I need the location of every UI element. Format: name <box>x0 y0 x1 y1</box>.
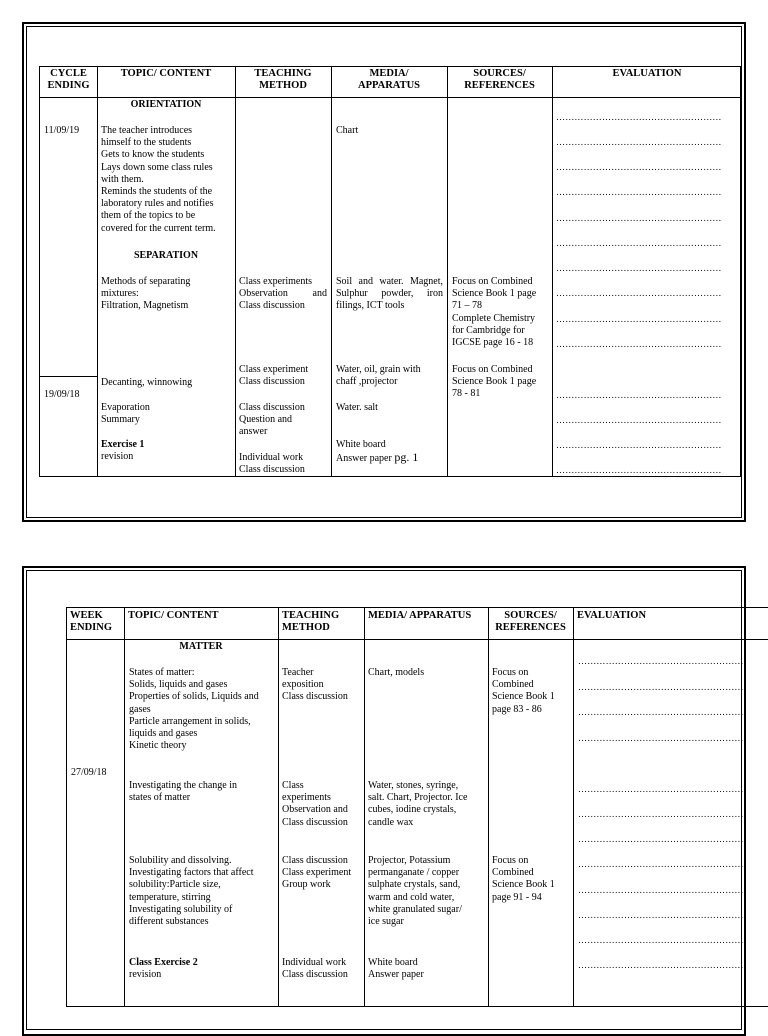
evaluation-line: ……………………………………………… <box>578 885 744 895</box>
evaluation-line: ……………………………………………… <box>556 263 722 273</box>
investigating-method: Class experiments Observation and Class discussion <box>282 780 348 828</box>
separation-sources: Focus on Combined Science Book 1 page 71 – 78 Complete Chemistry for Cambridge for IGCSE page 16 - 18 <box>452 276 537 349</box>
exercise-2-media: White board Answer paper <box>368 957 424 981</box>
decanting-method: Class experiment Class discussion <box>239 364 309 388</box>
evaluation-line: ……………………………………………… <box>578 935 744 945</box>
decanting-topic: Decanting, winnowing <box>101 377 193 388</box>
section-title-separation: SEPARATION <box>133 250 199 261</box>
evaluation-line: ……………………………………………… <box>556 238 722 248</box>
evaluation-line: ……………………………………………… <box>578 809 744 819</box>
header-topic: TOPIC/ CONTENT <box>128 610 219 621</box>
separation-media: Soil and water. Magnet, Sulphur powder, iron filings, ICT tools <box>336 276 443 312</box>
solubility-topic: Solubility and dissolving. Investigating factors that affect solubility:Particle size, temperature, stirring Investigating solubility of different substances <box>129 855 254 928</box>
header-week-ending: WEEK ENDING <box>70 610 113 633</box>
evaluation-line: ……………………………………………… <box>556 112 722 122</box>
states-method: Teacher exposition Class discussion <box>282 667 348 703</box>
page-number: pg. 1 <box>394 450 419 465</box>
week-date: 27/09/18 <box>71 767 107 778</box>
exercise-1-media: White board Answer paper pg. 1 <box>336 439 419 465</box>
investigating-topic: Investigating the change in states of matter <box>129 780 238 804</box>
evaluation-line: ……………………………………………… <box>556 415 722 425</box>
orientation-content: The teacher introduces himself to the students Gets to know the students Lays down some class rules with them. Reminds the students of the laboratory rules and notifies them of the topics to be covered for the current term. <box>101 125 216 234</box>
header-teaching-method: TEACHING METHOD <box>254 68 312 91</box>
evaluation-line: ……………………………………………… <box>556 187 722 197</box>
evaluation-line: ……………………………………………… <box>556 390 722 400</box>
header-cycle-ending: CYCLE ENDING <box>47 68 90 91</box>
evaluation-line: ……………………………………………… <box>578 707 744 717</box>
decanting-sources: Focus on Combined Science Book 1 page 78 - 81 <box>452 364 537 400</box>
states-sources: Focus on Combined Science Book 1 page 83 - 86 <box>492 667 555 715</box>
evaporation-topic: Evaporation Summary <box>101 402 150 426</box>
evaluation-line: ……………………………………………… <box>556 288 722 298</box>
evaluation-line: ……………………………………………… <box>578 682 744 692</box>
exercise-1-topic: Exercise 1 revision <box>101 439 145 463</box>
scheme-table-1 <box>39 66 741 477</box>
scheme-table-2 <box>66 607 768 1007</box>
header-topic: TOPIC/ CONTENT <box>120 68 212 79</box>
header-teaching-method: TEACHING METHOD <box>282 610 340 633</box>
investigating-media: Water, stones, syringe, salt. Chart, Projector. Ice cubes, iodine crystals, candle wax <box>368 780 468 828</box>
orientation-media: Chart <box>336 125 359 136</box>
evaluation-line: ……………………………………………… <box>578 784 744 794</box>
separation-method: Class experiments Observation and Class discussion <box>239 276 327 312</box>
cycle-date-2: 19/09/18 <box>44 389 80 400</box>
states-media: Chart, models <box>368 667 425 678</box>
evaluation-line: ……………………………………………… <box>578 733 744 743</box>
evaluation-line: ……………………………………………… <box>556 440 722 450</box>
evaporation-media: Water. salt <box>336 402 378 413</box>
evaluation-line: ……………………………………………… <box>556 137 722 147</box>
header-sources: SOURCES/ REFERENCES <box>464 68 535 91</box>
evaluation-line: ……………………………………………… <box>578 960 744 970</box>
header-media: MEDIA/ APPARATUS <box>357 68 421 91</box>
states-topic: States of matter: Solids, liquids and gases Properties of solids, Liquids and gases Particle arrangement in solids, liquids and gases Kinetic theory <box>129 667 259 752</box>
decanting-media: Water, oil, grain with chaff ,projector <box>336 364 421 388</box>
solubility-media: Projector, Potassium permanganate / copper sulphate crystals, sand, warm and cold water, white granulated sugar/ ice sugar <box>368 855 462 928</box>
evaluation-line: ……………………………………………… <box>556 465 722 475</box>
evaporation-method: Class discussion Question and answer <box>239 402 305 438</box>
evaluation-line: ……………………………………………… <box>578 859 744 869</box>
header-media: MEDIA/ APPARATUS <box>368 610 472 621</box>
cycle-date-1: 11/09/19 <box>44 125 80 136</box>
solubility-method: Class discussion Class experiment Group work <box>282 855 352 891</box>
evaluation-line: ……………………………………………… <box>578 834 744 844</box>
evaluation-line: ……………………………………………… <box>556 162 722 172</box>
evaluation-line: ……………………………………………… <box>578 656 744 666</box>
evaluation-line: ……………………………………………… <box>578 910 744 920</box>
section-title-matter: MATTER <box>179 641 223 652</box>
section-title-orientation: ORIENTATION <box>130 99 202 110</box>
header-evaluation: EVALUATION <box>577 610 647 621</box>
solubility-sources: Focus on Combined Science Book 1 page 91 - 94 <box>492 855 555 903</box>
exercise-2-method: Individual work Class discussion <box>282 957 348 981</box>
evaluation-line: ……………………………………………… <box>556 339 722 349</box>
exercise-2-topic: Class Exercise 2 revision <box>129 957 198 981</box>
evaluation-line: ……………………………………………… <box>556 213 722 223</box>
exercise-1-method: Individual work Class discussion <box>239 452 305 476</box>
separation-topic: Methods of separating mixtures: Filtration, Magnetism <box>101 276 191 312</box>
header-evaluation: EVALUATION <box>612 68 682 79</box>
evaluation-line: ……………………………………………… <box>556 314 722 324</box>
header-sources: SOURCES/ REFERENCES <box>495 610 566 633</box>
